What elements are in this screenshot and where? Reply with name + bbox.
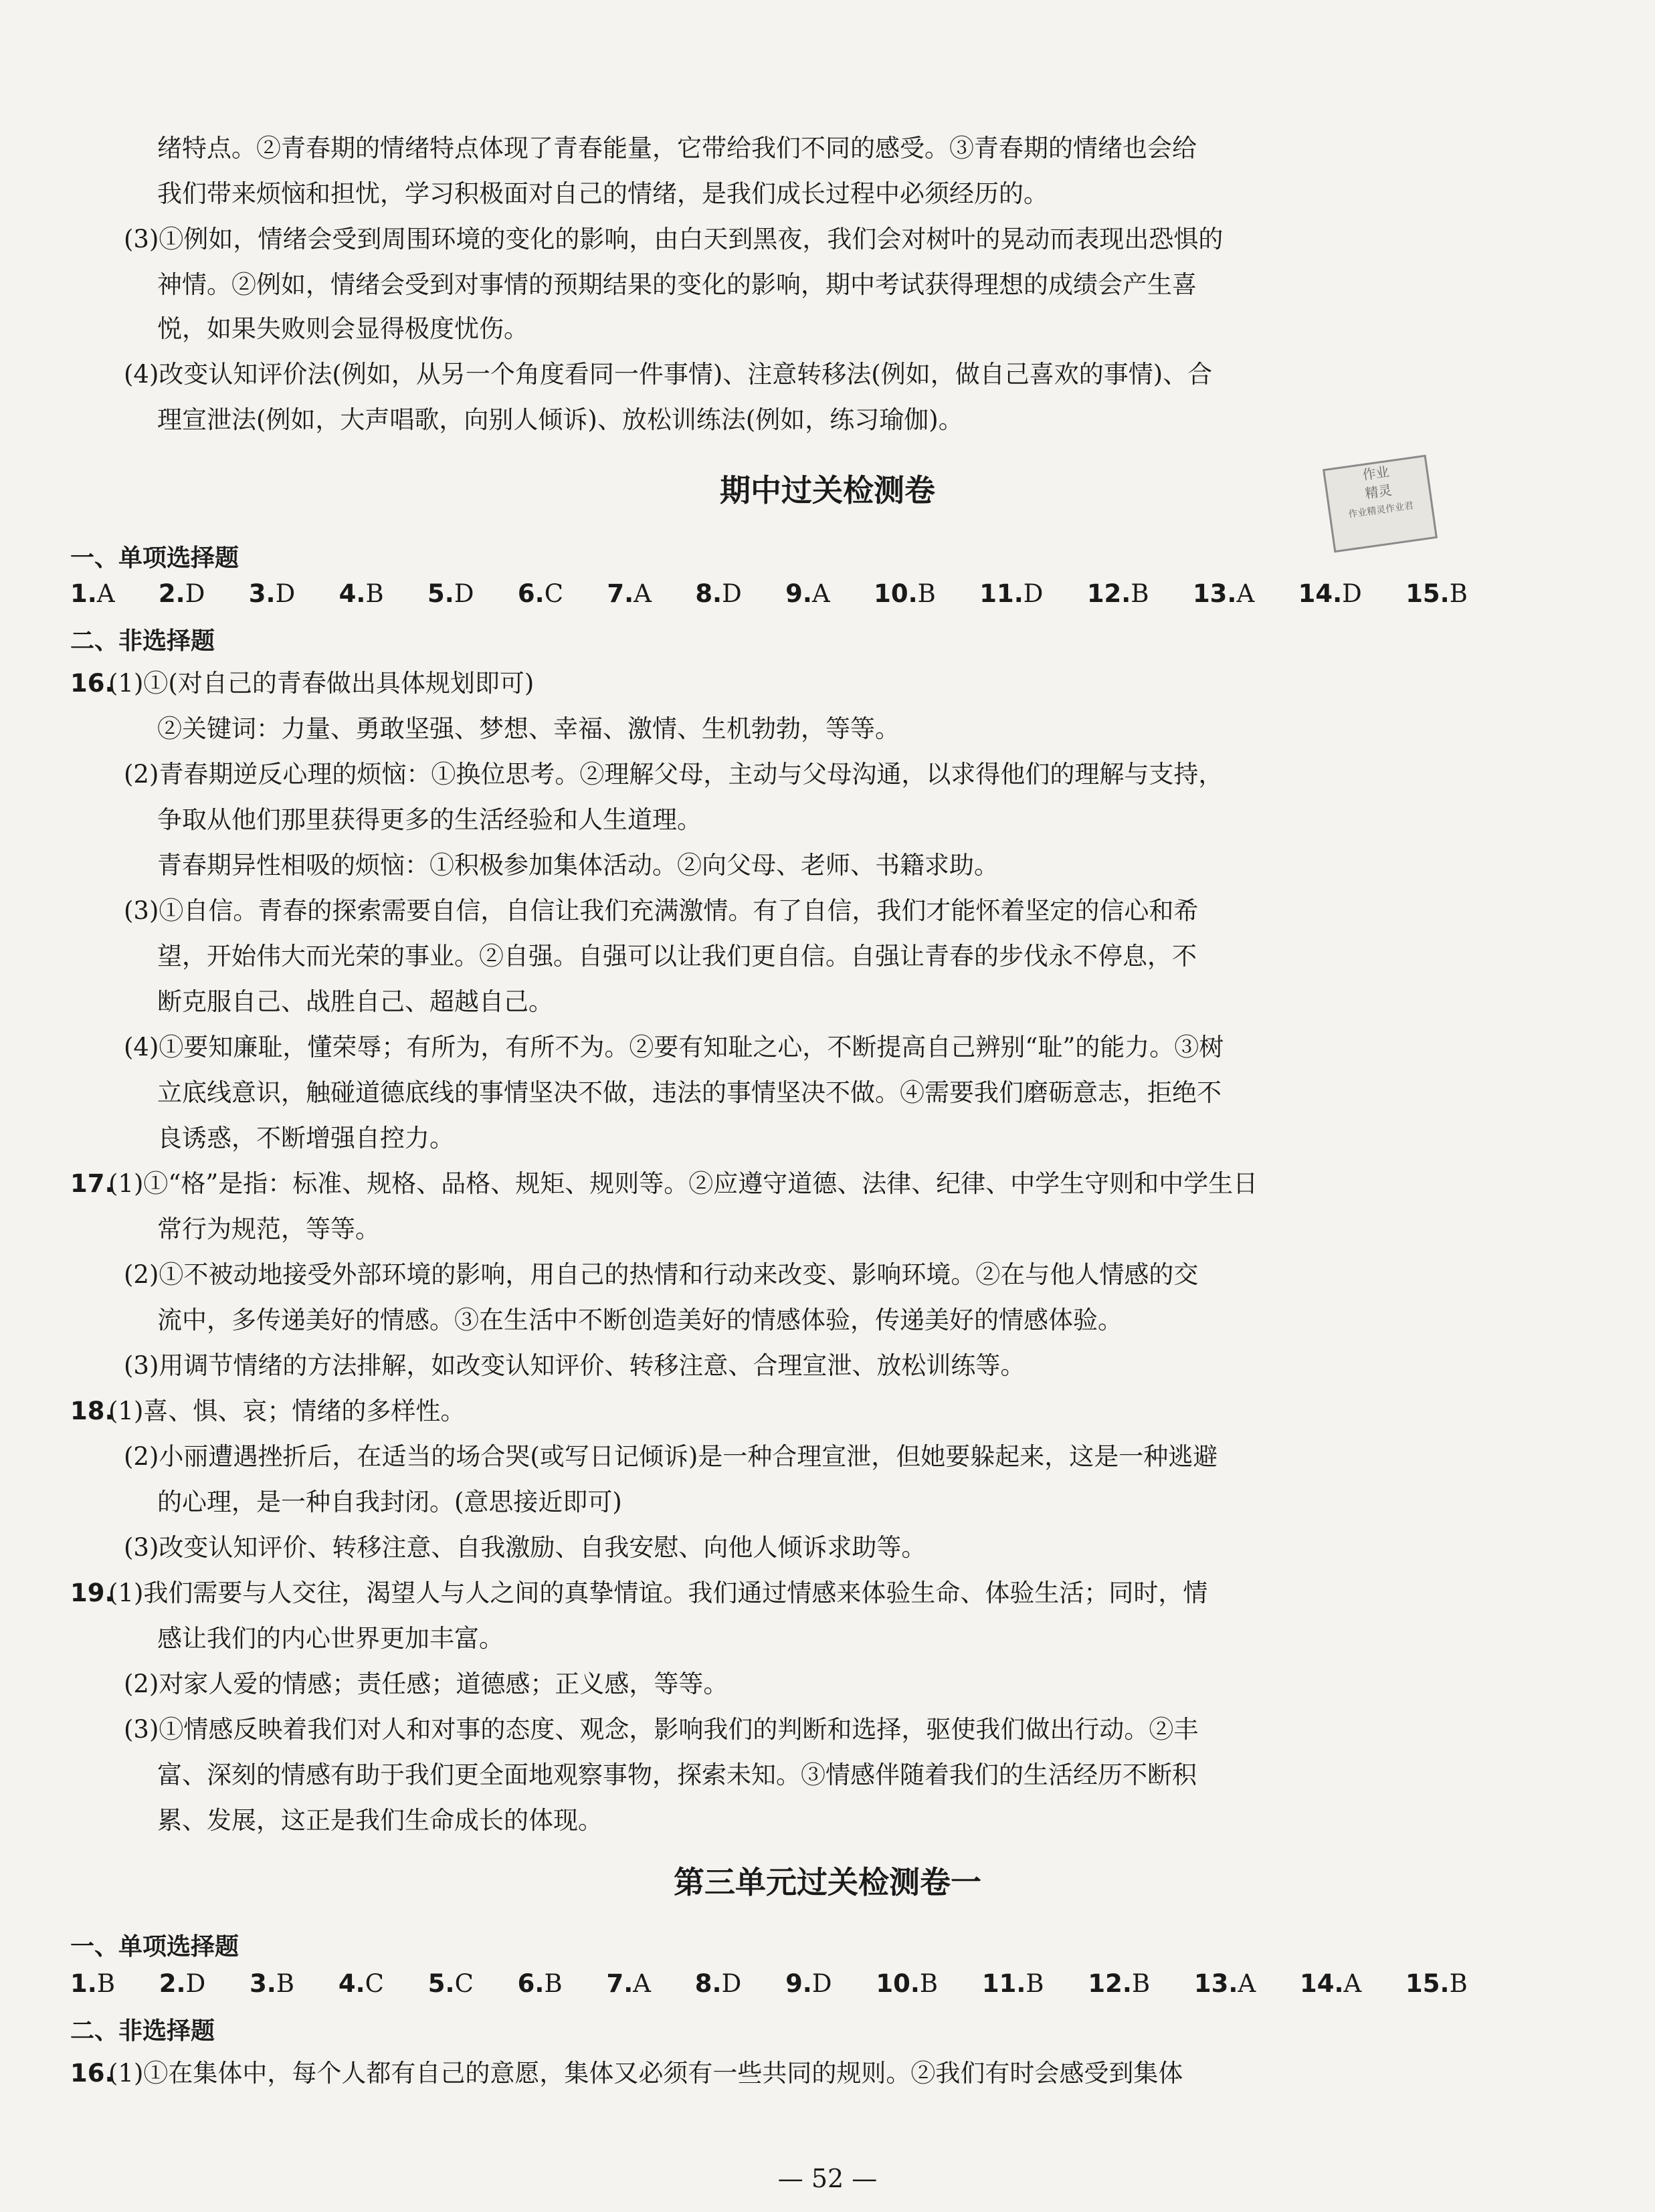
answer-item: 3.B: [250, 1969, 295, 1998]
answer-item: 8.D: [694, 1969, 742, 1998]
answer-item: 6.B: [517, 1969, 563, 1998]
subsection-heading: 一、单项选择题: [70, 1933, 239, 1960]
stamp-logo: 作业 精灵 作业精灵作业君: [1323, 455, 1438, 552]
answer-item: 11.D: [979, 579, 1044, 608]
question-number: 16.: [70, 2059, 114, 2088]
section-title: 第三单元过关检测卷一: [674, 1864, 981, 1900]
question-number: 18.: [70, 1397, 114, 1425]
text-line: (3)用调节情绪的方法排解，如改变认知评价、转移注意、合理宣泄、放松训练等。: [124, 1351, 1026, 1380]
answer-item: 5.D: [427, 579, 474, 608]
subsection-heading: 二、非选择题: [70, 2017, 215, 2045]
answer-item: 2.D: [158, 579, 205, 608]
text-line: (2)小丽遭遇挫折后，在适当的场合哭(或写日记倾诉)是一种合理宣泄，但她要躲起来，这是一种逃避: [124, 1442, 1218, 1471]
answer-item: 3.D: [248, 579, 296, 608]
text-line: 富、深刻的情感有助于我们更全面地观察事物，探索未知。③情感伴随着我们的生活经历不断积: [157, 1761, 1197, 1789]
text-line: 争取从他们那里获得更多的生活经验和人生道理。: [157, 805, 702, 834]
question-number: 17.: [70, 1169, 114, 1198]
answer-item: 10.B: [874, 579, 936, 608]
answer-item: 15.B: [1405, 579, 1468, 608]
answer-item: 4.B: [338, 579, 384, 608]
answer-item: 10.B: [876, 1969, 939, 1998]
text-line: (2)①不被动地接受外部环境的影响，用自己的热情和行动来改变、影响环境。②在与他人情感的交: [124, 1260, 1199, 1289]
text-line: (3)①自信。青春的探索需要自信，自信让我们充满激情。有了自信，我们才能怀着坚定的信心和希: [124, 896, 1199, 925]
text-line: 神情。②例如，情绪会受到对事情的预期结果的变化的影响，期中考试获得理想的成绩会产生喜: [157, 270, 1197, 299]
text-line: 青春期异性相吸的烦恼：①积极参加集体活动。②向父母、老师、书籍求助。: [157, 851, 999, 880]
text-line: 悦，如果失败则会显得极度忧伤。: [157, 314, 528, 343]
question-number: 19.: [70, 1579, 114, 1607]
text-line: 流中，多传递美好的情感。③在生活中不断创造美好的情感体验，传递美好的情感体验。: [157, 1306, 1123, 1334]
text-line: (3)①例如，情绪会受到周围环境的变化的影响，由白天到黑夜，我们会对树叶的晃动而表现出恐惧的: [124, 225, 1224, 254]
answer-item: 13.A: [1193, 1969, 1256, 1998]
text-line: ②关键词：力量、勇敢坚强、梦想、幸福、激情、生机勃勃，等等。: [157, 714, 900, 743]
text-line: (1)①(对自己的青春做出具体规划即可): [108, 669, 534, 698]
answer-item: 6.C: [517, 579, 564, 608]
text-line: (4)①要知廉耻，懂荣辱；有所为，有所不为。②要有知耻之心，不断提高自己辨别“耻”的能力。③树: [124, 1033, 1224, 1062]
text-line: 的心理，是一种自我封闭。(意思接近即可): [157, 1488, 622, 1516]
answer-row: [70, 1969, 1468, 1998]
text-line: 绪特点。②青春期的情绪特点体现了青春能量，它带给我们不同的感受。③青春期的情绪也会给: [157, 134, 1197, 163]
text-line: (1)①“格”是指：标准、规格、品格、规矩、规则等。②应遵守道德、法律、纪律、中学生守则和中学生日: [108, 1169, 1258, 1198]
text-line: (2)对家人爱的情感；责任感；道德感；正义感，等等。: [124, 1670, 728, 1698]
question-number: 16.: [70, 669, 114, 698]
answer-item: 7.A: [606, 1969, 652, 1998]
text-line: 累、发展，这正是我们生命成长的体现。: [157, 1806, 603, 1835]
text-line: 感让我们的内心世界更加丰富。: [157, 1624, 504, 1653]
text-line: 望，开始伟大而光荣的事业。②自强。自强可以让我们更自信。自强让青春的步伐永不停息，不: [157, 942, 1197, 971]
text-line: 良诱惑，不断增强自控力。: [157, 1124, 454, 1152]
answer-item: 15.B: [1405, 1969, 1468, 1998]
answer-item: 12.B: [1088, 1969, 1151, 1998]
answer-item: 7.A: [607, 579, 652, 608]
answer-item: 12.B: [1086, 579, 1149, 608]
text-line: (3)①情感反映着我们对人和对事的态度、观念，影响我们的判断和选择，驱使我们做出行动。②丰: [124, 1715, 1199, 1744]
text-line: 常行为规范，等等。: [157, 1215, 380, 1243]
answer-item: 8.D: [695, 579, 742, 608]
text-line: (2)青春期逆反心理的烦恼：①换位思考。②理解父母，主动与父母沟通，以求得他们的理解与支持，: [124, 760, 1224, 789]
answer-item: 2.D: [159, 1969, 206, 1998]
text-line: (4)改变认知评价法(例如，从另一个角度看同一件事情)、注意转移法(例如，做自己喜欢的事情)、合: [124, 360, 1213, 389]
text-line: (1)我们需要与人交往，渴望人与人之间的真挚情谊。我们通过情感来体验生命、体验生活；同时，情: [108, 1579, 1208, 1607]
page-number: — 52 —: [777, 2164, 878, 2193]
text-line: 理宣泄法(例如，大声唱歌，向别人倾诉)、放松训练法(例如，练习瑜伽)。: [157, 405, 963, 434]
answer-item: 9.D: [785, 1969, 832, 1998]
answer-item: 14.A: [1299, 1969, 1362, 1998]
answer-item: 13.A: [1192, 579, 1255, 608]
answer-row: [70, 579, 1468, 608]
text-line: 我们带来烦恼和担忧，学习积极面对自己的情绪，是我们成长过程中必须经历的。: [157, 179, 1048, 208]
answer-item: 5.C: [427, 1969, 474, 1998]
text-line: (3)改变认知评价、转移注意、自我激励、自我安慰、向他人倾诉求助等。: [124, 1533, 927, 1562]
answer-item: 4.C: [338, 1969, 384, 1998]
answer-item: 1.B: [70, 1969, 116, 1998]
text-line: 立底线意识，触碰道德底线的事情坚决不做，违法的事情坚决不做。④需要我们磨砺意志，拒绝不: [157, 1078, 1222, 1107]
text-line: (1)①在集体中，每个人都有自己的意愿，集体又必须有一些共同的规则。②我们有时会感受到集体: [108, 2059, 1183, 2088]
subsection-heading: 一、单项选择题: [70, 544, 239, 572]
answer-item: 1.A: [70, 579, 115, 608]
section-title: 期中过关检测卷: [720, 472, 935, 508]
answer-item: 9.A: [785, 579, 830, 608]
text-line: (1)喜、惧、哀；情绪的多样性。: [108, 1397, 466, 1425]
text-line: 断克服自己、战胜自己、超越自己。: [157, 987, 553, 1016]
answer-item: 11.B: [981, 1969, 1044, 1998]
answer-item: 14.D: [1298, 579, 1362, 608]
subsection-heading: 二、非选择题: [70, 627, 215, 655]
